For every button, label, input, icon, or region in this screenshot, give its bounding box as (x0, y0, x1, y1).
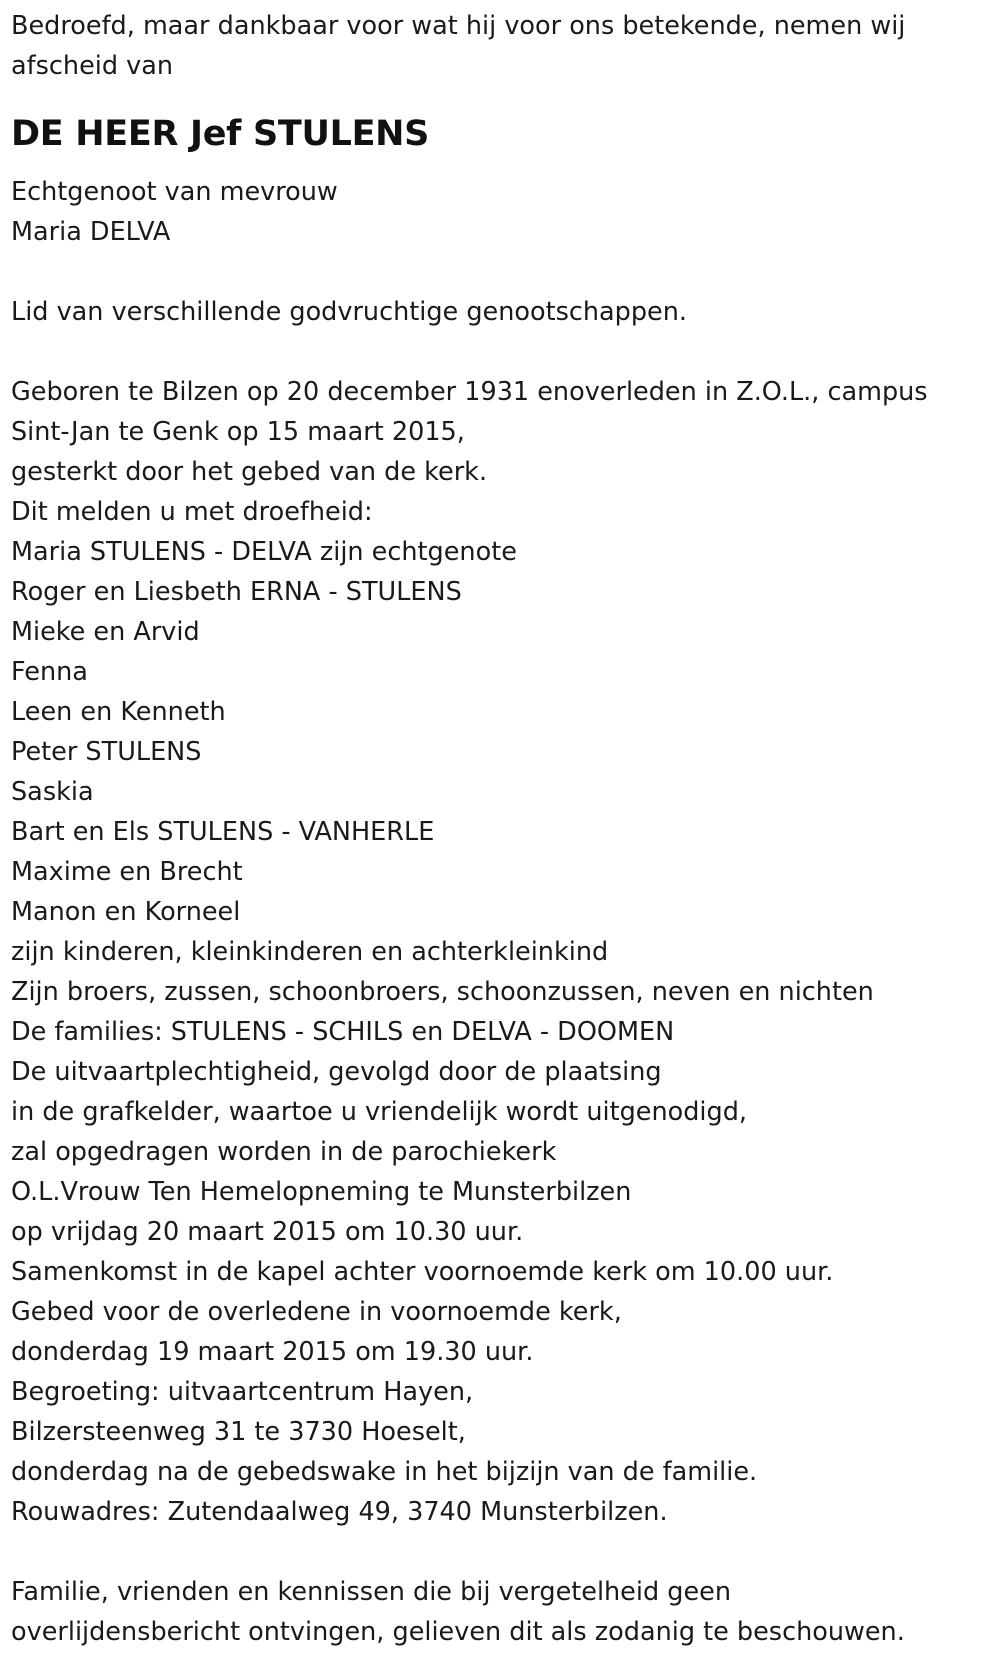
ceremony-line: op vrijdag 20 maart 2015 om 10.30 uur. (11, 1217, 524, 1247)
family-member-line: Maxime en Brecht (11, 857, 243, 887)
ceremony-line: in de grafkelder, waartoe u vriendelijk wordt uitgenodigd, (11, 1097, 747, 1127)
family-member-line: Mieke en Arvid (11, 617, 200, 647)
body-line: zijn kinderen, kleinkinderen en achterkleinkind (11, 937, 609, 967)
spouse-line: Echtgenoot van mevrouw (11, 177, 338, 207)
body-line: De families: STULENS - SCHILS en DELVA - DOOMEN (11, 1017, 675, 1047)
intro-line: Bedroefd, maar dankbaar voor wat hij voor ons betekende, nemen wij (11, 11, 906, 41)
family-member-line: Roger en Liesbeth ERNA - STULENS (11, 577, 462, 607)
family-member-line: Bart en Els STULENS - VANHERLE (11, 817, 435, 847)
family-member-line: Leen en Kenneth (11, 697, 226, 727)
body-line: Dit melden u met droefheid: (11, 497, 373, 527)
ceremony-line: Samenkomst in de kapel achter voornoemde kerk om 10.00 uur. (11, 1257, 834, 1287)
body-line: Zijn broers, zussen, schoonbroers, schoonzussen, neven en nichten (11, 977, 874, 1007)
spacer (11, 1532, 991, 1572)
mourning-address-line: Rouwadres: Zutendaalweg 49, 3740 Munsterbilzen. (11, 1497, 668, 1527)
ceremony-line: zal opgedragen worden in de parochiekerk (11, 1137, 557, 1167)
announcement-body (11, 372, 991, 1532)
spacer (11, 332, 991, 372)
spouse-block (11, 172, 991, 252)
family-member-line: Saskia (11, 777, 94, 807)
visitation-line: Bilzersteenweg 31 te 3730 Hoeselt, (11, 1417, 466, 1447)
family-member-line: Peter STULENS (11, 737, 202, 767)
body-line: Geboren te Bilzen op 20 december 1931 enoverleden in Z.O.L., campus (11, 377, 928, 407)
closing-paragraph (11, 1572, 991, 1652)
obituary-notice (11, 6, 991, 1652)
deceased-name: DE HEER Jef STULENS (11, 114, 430, 154)
ceremony-line: O.L.Vrouw Ten Hemelopneming te Munsterbilzen (11, 1177, 632, 1207)
family-member-line: Manon en Korneel (11, 897, 241, 927)
intro-line: afscheid van (11, 51, 174, 81)
closing-line: Familie, vrienden en kennissen die bij vergetelheid geen (11, 1577, 731, 1607)
spacer (11, 252, 991, 292)
membership-line: Lid van verschillende godvruchtige genootschappen. (11, 297, 687, 327)
ceremony-line: De uitvaartplechtigheid, gevolgd door de plaatsing (11, 1057, 662, 1087)
closing-line: overlijdensbericht ontvingen, gelieven dit als zodanig te beschouwen. (11, 1617, 905, 1647)
body-line: gesterkt door het gebed van de kerk. (11, 457, 488, 487)
visitation-line: Begroeting: uitvaartcentrum Hayen, (11, 1377, 474, 1407)
family-member-line: Fenna (11, 657, 88, 687)
spouse-line: Maria DELVA (11, 217, 171, 247)
prayer-line: Gebed voor de overledene in voornoemde kerk, (11, 1297, 622, 1327)
intro-paragraph (11, 6, 991, 86)
visitation-line: donderdag na de gebedswake in het bijzijn van de familie. (11, 1457, 758, 1487)
prayer-line: donderdag 19 maart 2015 om 19.30 uur. (11, 1337, 534, 1367)
family-member-line: Maria STULENS - DELVA zijn echtgenote (11, 537, 517, 567)
body-line: Sint-Jan te Genk op 15 maart 2015, (11, 417, 465, 447)
